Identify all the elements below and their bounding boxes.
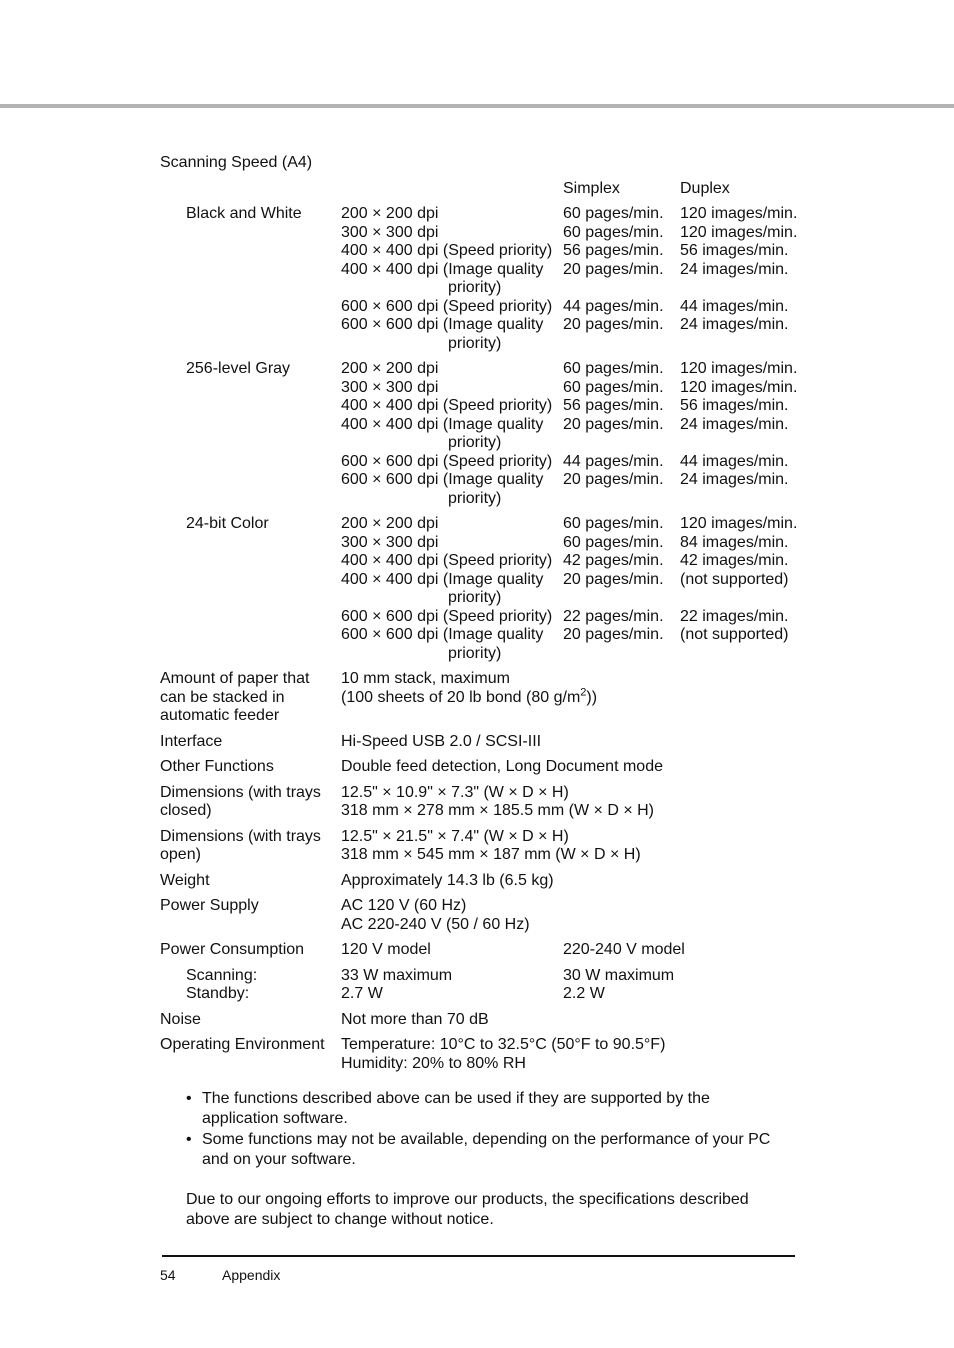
simplex-speed: 20 pages/min. [563,471,664,488]
simplex-speed: 20 pages/min. [563,415,664,433]
resolution: 400 × 400 dpi (Speed priority) [341,242,553,259]
duplex-speed: 42 images/min. [680,552,789,569]
simplex-speed: 60 pages/min. [563,378,664,396]
spec-sublabel: Scanning: [186,966,258,984]
spec-label: Other Functions [160,758,274,775]
note-item: • The functions described above can be used if they are supported by the application software. [186,1089,820,1129]
simplex-speed: 60 pages/min. [563,533,664,551]
page-footer [160,1266,280,1285]
speed-group-label: 256-level Gray [186,360,291,377]
duplex-speed: 24 images/min. [680,415,789,433]
spec-sublabel: Standby: [186,985,250,1002]
duplex-speed: 120 images/min. [680,515,798,532]
duplex-speed: 84 images/min. [680,533,789,551]
duplex-speed: (not supported) [680,626,789,643]
speed-row [160,360,820,379]
duplex-speed: 22 images/min. [680,607,789,625]
speed-row [160,571,820,608]
simplex-speed: 60 pages/min. [563,515,664,532]
resolution: 600 × 600 dpi (Speed priority) [341,607,553,625]
spec-value: Hi-Speed USB 2.0 / SCSI-III [341,732,542,750]
duplex-speed: 120 images/min. [680,205,798,222]
simplex-speed: 44 pages/min. [563,452,664,470]
speed-row [160,224,820,243]
simplex-speed: 20 pages/min. [563,316,664,333]
speed-row [160,552,820,571]
spec-value: Not more than 70 dB [341,1010,489,1028]
spec-row-noise [160,1011,820,1030]
resolution: 300 × 300 dpi [341,533,439,551]
simplex-speed: 56 pages/min. [563,397,664,414]
simplex-speed: 60 pages/min. [563,360,664,377]
resolution: 400 × 400 dpi (Speed priority) [341,552,553,569]
duplex-speed: 120 images/min. [680,223,798,241]
resolution: 300 × 300 dpi [341,378,439,396]
resolution: 400 × 400 dpi (Image quality priority) [341,570,544,606]
speed-group-label: Black and White [186,205,302,222]
note-item: • Some functions may not be available, depending on the performance of your PC and on your software. [186,1130,820,1170]
spec-value: 10 mm stack, maximum [341,670,510,687]
speed-row [160,242,820,261]
header-rule [0,104,954,108]
spec-label: open) [160,846,201,863]
spec-label: Weight [160,871,210,889]
spec-row-weight [160,872,820,891]
duplex-header: Duplex [680,179,730,197]
speed-row [160,397,820,416]
resolution: 400 × 400 dpi (Image quality priority) [341,415,544,451]
speed-row [160,261,820,298]
resolution: 200 × 200 dpi [341,515,439,532]
spec-value: 12.5" × 10.9" × 7.3" (W × D × H) [341,783,569,801]
speed-row [160,316,820,353]
simplex-speed: 20 pages/min. [563,570,664,588]
spec-row-dimensions-open [160,828,820,865]
speed-row [160,205,820,224]
resolution: 200 × 200 dpi [341,205,439,222]
model-a-header: 120 V model [341,941,431,958]
disclaimer: Due to our ongoing efforts to improve our products, the specifications described above are subject to change without notice. [186,1191,749,1228]
resolution: 600 × 600 dpi (Speed priority) [341,452,553,470]
spec-label: automatic feeder [160,707,280,724]
spec-table [160,154,820,1230]
speed-row [160,471,820,508]
simplex-speed: 56 pages/min. [563,242,664,259]
duplex-speed: 44 images/min. [680,297,789,315]
speed-row [160,515,820,534]
spec-row-power-supply [160,897,820,934]
resolution: 400 × 400 dpi (Image quality priority) [341,260,544,296]
spec-value: (100 sheets of 20 lb bond (80 $g/m^2$)) [341,686,598,706]
resolution: 600 × 600 dpi (Image quality priority) [341,626,544,662]
speed-row [160,626,820,663]
resolution: 600 × 600 dpi (Image quality priority) [341,316,544,352]
spec-value: AC 220-240 V (50 / 60 Hz) [341,915,530,933]
speed-groups [160,205,820,663]
spec-value: Double feed detection, Long Document mode [341,758,663,775]
duplex-speed: 24 images/min. [680,471,789,488]
spec-label: Dimensions (with trays [160,827,321,845]
spec-value: 12.5" × 21.5" × 7.4" (W × D × H) [341,827,569,845]
spec-value: Humidity: 20% to 80% RH [341,1054,526,1072]
page-number: 54 [160,1267,176,1283]
simplex-speed: 42 pages/min. [563,552,664,569]
spec-label: can be stacked in [160,688,285,706]
section-name: Appendix [222,1267,281,1283]
spec-value: 30 W maximum [563,966,675,984]
simplex-speed: 60 pages/min. [563,223,664,241]
speed-header-row [160,180,820,199]
speed-row [160,416,820,453]
spec-row-environment [160,1036,820,1073]
spec-label: Operating Environment [160,1036,325,1053]
speed-row [160,298,820,317]
simplex-speed: 44 pages/min. [563,297,664,315]
duplex-speed: 44 images/min. [680,452,789,470]
resolution: 600 × 600 dpi (Speed priority) [341,297,553,315]
resolution: 400 × 400 dpi (Speed priority) [341,397,553,414]
footer-rule [162,1255,795,1257]
spec-label: Noise [160,1010,201,1028]
spec-label: Power Consumption [160,941,305,958]
notes-list [186,1089,820,1170]
spec-value: 318 mm × 545 mm × 187 mm (W × D × H) [341,846,641,863]
scanning-speed-heading: Scanning Speed (A4) [160,154,313,171]
spec-label: Power Supply [160,897,259,914]
duplex-speed: 120 images/min. [680,378,798,396]
spec-value: 2.2 W [563,985,605,1002]
speed-row [160,608,820,627]
duplex-speed: 56 images/min. [680,397,789,414]
spec-label: Interface [160,732,223,750]
simplex-speed: 22 pages/min. [563,607,664,625]
model-b-header: 220-240 V model [563,941,685,958]
simplex-speed: 60 pages/min. [563,205,664,222]
spec-value: 33 W maximum [341,966,453,984]
spec-label: Amount of paper that [160,670,310,687]
resolution: 300 × 300 dpi [341,223,439,241]
spec-value: AC 120 V (60 Hz) [341,897,467,914]
spec-row-power-values [160,967,820,1004]
simplex-speed: 20 pages/min. [563,626,664,643]
spec-label: closed) [160,802,212,819]
spec-value: Temperature: 10°C to 32.5°C (50°F to 90.5°F) [341,1036,666,1053]
spec-value: 2.7 W [341,985,383,1002]
resolution: 600 × 600 dpi (Image quality priority) [341,471,544,507]
spec-value: 318 mm × 278 mm × 185.5 mm (W × D × H) [341,802,654,819]
spec-row-paper [160,670,820,726]
duplex-speed: 120 images/min. [680,360,798,377]
duplex-speed: 56 images/min. [680,242,789,259]
speed-row [160,453,820,472]
speed-row [160,534,820,553]
speed-row [160,379,820,398]
duplex-speed: (not supported) [680,570,789,588]
spec-value: Approximately 14.3 lb (6.5 kg) [341,871,554,889]
duplex-speed: 24 images/min. [680,316,789,333]
simplex-speed: 20 pages/min. [563,260,664,278]
resolution: 200 × 200 dpi [341,360,439,377]
spec-label: Dimensions (with trays [160,783,321,801]
simplex-header: Simplex [563,179,620,197]
duplex-speed: 24 images/min. [680,260,789,278]
spec-row-power-consumption [160,941,820,960]
spec-row-other-functions [160,758,820,777]
spec-row-dimensions-closed [160,784,820,821]
speed-group-label: 24-bit Color [186,515,269,532]
spec-row-interface [160,733,820,752]
